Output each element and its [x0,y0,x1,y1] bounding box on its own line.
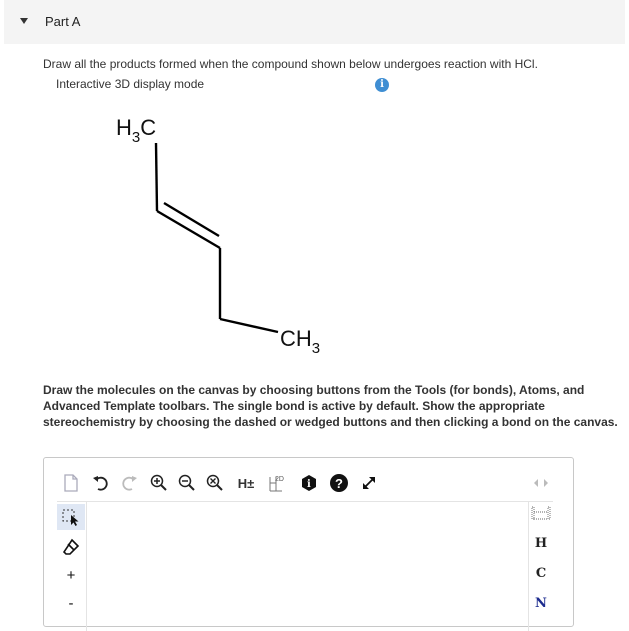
increase-charge-button[interactable]: + [66,566,76,584]
right-toolbar-divider [528,501,529,631]
help-icon[interactable] [328,472,350,494]
bond-c1-c2 [156,143,157,211]
molecule-structure [100,105,360,365]
expand-icon[interactable] [358,472,380,494]
clear-zoom-icon[interactable] [204,472,226,494]
eraser-icon[interactable] [57,534,85,560]
part-header[interactable] [4,0,625,44]
2d-label: 2D [275,476,284,483]
display-mode-label: Interactive 3D display mode [56,77,205,91]
periodic-table-icon[interactable] [530,502,552,524]
left-toolbar-divider [86,501,87,631]
2d-cleanup-icon[interactable] [266,472,288,494]
part-title: Part A [45,14,81,29]
help-glyph: ? [335,476,343,491]
atom-n-button[interactable]: N [535,595,547,611]
zoom-out-icon[interactable] [176,472,198,494]
molecule-editor[interactable] [43,457,574,627]
atom-h-button[interactable]: H [534,535,548,551]
atom-info-icon[interactable] [298,472,320,494]
ch3-label: $CH_3$ [280,326,321,357]
drawing-instructions: Draw the molecules on the canvas by choosing buttons from the Tools (for bonds), Atoms, and Advanced Template toolbars. The single bond is active by default. Show the appropriate stereochemistry by choosing the dashed or wedged buttons and then clicking a bond on the canvas. [43,383,618,429]
decrease-charge-button[interactable]: - [68,594,74,612]
toolbar-divider [57,501,553,502]
new-document-icon[interactable] [60,472,82,494]
bond-c4-c5 [220,319,278,332]
redo-icon[interactable] [118,472,140,494]
toggle-hydrogens-button[interactable]: H± [237,475,255,491]
h3c-label: $H_3C$ [116,115,157,146]
atom-c-button[interactable]: C [535,565,547,581]
question-text: Draw all the products formed when the compound shown below undergoes reaction with HCl. [43,57,538,71]
info-icon[interactable]: i [375,78,389,92]
zoom-in-icon[interactable] [148,472,170,494]
undo-icon[interactable] [90,472,112,494]
select-tool-icon[interactable] [57,504,85,530]
atom-info-glyph: i [307,479,311,490]
collapse-caret-icon[interactable] [20,18,28,24]
toolbar-scroll-arrows-icon[interactable] [530,472,552,494]
